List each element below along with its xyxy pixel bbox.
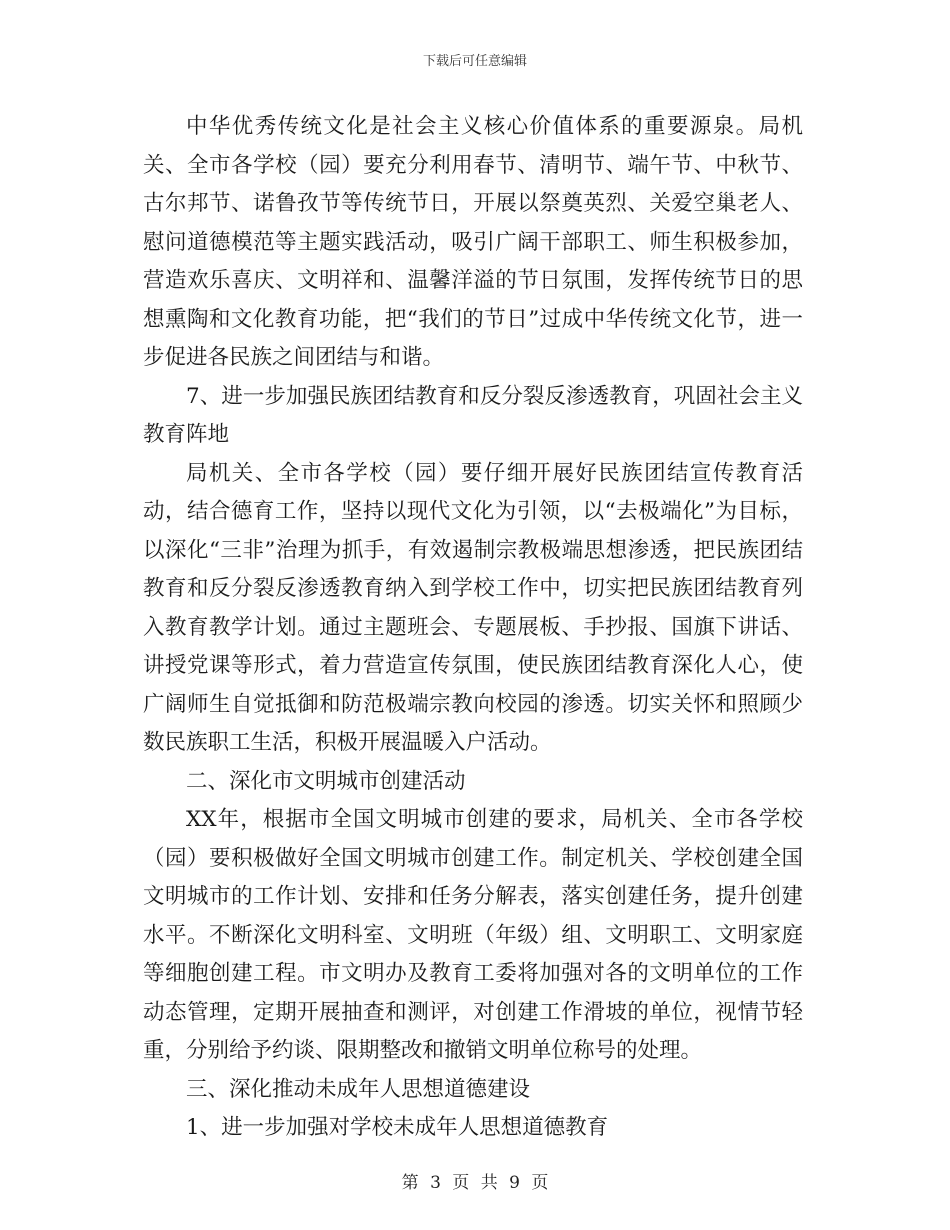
footer-prefix: 第 — [401, 1173, 419, 1193]
paragraph-heading-7: 7、进一步加强民族团结教育和反分裂反渗透教育，巩固社会主义教育阵地 — [143, 383, 803, 447]
footer-suffix: 页 — [531, 1173, 549, 1193]
paragraph-heading-1: 1、进一步加强对学校未成年人思想道德教育 — [186, 1115, 609, 1140]
current-page-number: 3 — [430, 1173, 441, 1193]
section-heading-2: 二、深化市文明城市创建活动 — [186, 768, 466, 794]
paragraph-ethnic-unity: 局机关、全市各学校（园）要仔细开展好民族团结宣传教育活动，结合德育工作，坚持以现代文化为引领，以“去极端化”为目标，以深化“三非”治理为抓手，有效遏制宗教极端思想渗透，把民族团结教育和反分裂反渗透教育纳入到学校工作中，切实把民族团结教育列入教育教学计划。通过主题班会、专题展板、手抄报、国旗下讲话、讲授党课等形式，着力营造宣传氛围，使民族团结教育深化人心，使广阔师生自觉抵御和防范极端宗教向校园的渗透。切实关怀和照顾少数民族职工生活，积极开展温暖入户活动。 — [143, 460, 803, 755]
footer-page-word: 页 — [452, 1173, 470, 1193]
footer-total-word: 共 — [480, 1173, 498, 1193]
document-body — [143, 108, 803, 1148]
page-number-footer — [0, 1168, 950, 1193]
paragraph-traditional-culture: 中华优秀传统文化是社会主义核心价值体系的重要源泉。局机关、全市各学校（园）要充分利用春节、清明节、端午节、中秋节、古尔邦节、诺鲁孜节等传统节日，开展以祭奠英烈、关爱空巢老人、慰问道德模范等主题实践活动，吸引广阔干部职工、师生积极参加，营造欢乐喜庆、文明祥和、温馨洋溢的节日氛围，发挥传统节日的思想熏陶和文化教育功能，把“我们的节日”过成中华传统文化节，进一步促进各民族之间团结与和谐。 — [143, 114, 803, 370]
paragraph-civilized-city: XX年，根据市全国文明城市创建的要求，局机关、全市各学校（园）要积极做好全国文明城市创建工作。制定机关、学校创建全国文明城市的工作计划、安排和任务分解表，落实创建任务，提升创建水平。不断深化文明科室、文明班（年级）组、文明职工、文明家庭等细胞创建工程。市文明办及教育工委将加强对各的文明单位的工作动态管理，定期开展抽查和测评，对创建工作滑坡的单位，视情节轻重，分别给予约谈、限期整改和撤销文明单位称号的处理。 — [143, 807, 803, 1063]
total-page-number: 9 — [509, 1173, 520, 1193]
header-note: 下载后可任意编辑 — [422, 54, 527, 69]
section-heading-3: 三、深化推动未成年人思想道德建设 — [186, 1076, 531, 1102]
